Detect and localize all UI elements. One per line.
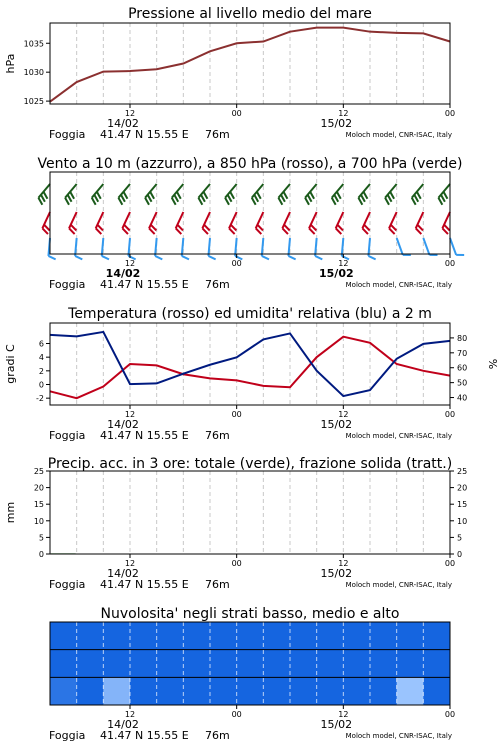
cloud-cell	[290, 677, 317, 705]
barb-staff	[423, 238, 429, 255]
station-elevation: 76m	[205, 128, 230, 141]
barb-staff	[172, 184, 184, 198]
wind-700-barb	[172, 184, 184, 205]
barb-feather	[48, 256, 55, 259]
wind-700-barb	[412, 184, 424, 205]
barb-feather	[145, 198, 149, 205]
wind-850-barb	[282, 212, 290, 234]
wind-700-barb	[385, 184, 397, 205]
wind-title: Vento a 10 m (azzurro), a 850 hPa (rosso), a 700 hPa (verde)	[37, 156, 463, 172]
wind-850-barb	[149, 212, 157, 234]
hour-label: 12	[124, 410, 136, 419]
cloud-cell	[263, 622, 290, 650]
barb-staff	[315, 238, 317, 256]
date-label: 15/02	[320, 117, 353, 130]
barb-feather	[310, 192, 314, 199]
cloud-cell	[317, 650, 344, 678]
cloud-cell	[50, 622, 77, 650]
hour-label: 00	[444, 410, 456, 419]
y-tick-label: 15	[33, 500, 44, 510]
barb-feather	[388, 195, 392, 202]
station-coords: 41.47 N 15.55 E	[100, 729, 189, 742]
wind-10m-barb	[262, 238, 269, 259]
station-name: Foggia	[49, 429, 86, 442]
cloud-cell	[77, 650, 104, 678]
barb-feather	[385, 198, 389, 205]
date-label: 15/02	[319, 267, 354, 280]
y-tick-label: 5	[38, 533, 44, 543]
wind-850-barb	[389, 212, 397, 234]
barb-feather	[315, 256, 322, 259]
cloud-cell	[343, 622, 370, 650]
barb-staff	[450, 238, 456, 255]
hour-label: 12	[124, 559, 136, 568]
barb-feather	[305, 198, 309, 205]
hour-label: 00	[444, 109, 456, 118]
barb-feather	[65, 198, 69, 205]
station-elevation: 76m	[205, 578, 230, 591]
date-label: 15/02	[320, 567, 353, 580]
y-axis-label: gradi C	[4, 344, 17, 384]
date-label: 14/02	[107, 117, 139, 130]
wind-850-barb	[69, 212, 77, 234]
barb-feather	[288, 256, 295, 259]
barb-feather	[284, 192, 288, 199]
cloud-cell	[237, 677, 264, 705]
y2-tick-label: 60	[457, 363, 468, 373]
barb-feather	[228, 195, 232, 202]
cloud-cell	[103, 650, 130, 678]
wind-700-barb	[358, 184, 370, 205]
hour-label: 00	[444, 710, 456, 719]
hour-label: 12	[124, 109, 136, 118]
barb-feather	[412, 198, 416, 205]
barb-staff	[225, 184, 237, 198]
station-name: Foggia	[49, 729, 86, 742]
barb-staff	[438, 184, 450, 198]
barb-staff	[385, 184, 397, 198]
hour-label: 12	[338, 410, 349, 419]
barb-feather	[281, 195, 285, 202]
barb-staff	[182, 238, 184, 256]
barb-feather	[254, 195, 258, 202]
date-label: 14/02	[107, 418, 139, 431]
barb-staff	[128, 238, 130, 256]
barb-staff	[92, 184, 104, 198]
barb-staff	[75, 238, 77, 256]
barb-feather	[44, 192, 48, 199]
cloud-cell	[317, 677, 344, 705]
barb-feather	[308, 195, 312, 202]
barb-feather	[150, 192, 154, 199]
wind-10m-barb	[397, 238, 411, 255]
model-credit: Moloch model, CNR-ISAC, Italy	[345, 432, 452, 440]
barb-staff	[305, 184, 317, 198]
y2-tick-label: 80	[457, 333, 468, 343]
hour-label: 00	[231, 710, 242, 719]
y-tick-label: 25	[33, 467, 44, 476]
y2-tick-label: 0	[457, 550, 463, 559]
cloud-cell	[423, 650, 450, 678]
station-elevation: 76m	[205, 278, 230, 291]
barb-feather	[174, 195, 178, 202]
cloud-cell	[370, 622, 397, 650]
date-label: 14/02	[107, 567, 139, 580]
wind-10m-barb	[368, 238, 375, 259]
y-tick-label: 1035	[23, 39, 44, 49]
y2-tick-label: 25	[457, 467, 468, 476]
barb-feather	[70, 192, 74, 199]
hour-label: 00	[231, 559, 242, 568]
barb-feather	[225, 198, 229, 205]
cloud-cell	[237, 622, 264, 650]
barb-feather	[361, 195, 365, 202]
barb-feather	[230, 192, 234, 199]
cloud-cell	[50, 677, 77, 705]
cloud-cell	[397, 677, 424, 705]
wind-700-barb	[305, 184, 317, 205]
y-tick-label: 0	[38, 550, 44, 559]
date-label: 14/02	[107, 718, 139, 731]
model-credit: Moloch model, CNR-ISAC, Italy	[345, 281, 452, 289]
wind-700-barb	[145, 184, 157, 205]
barb-staff	[397, 238, 403, 255]
barb-feather	[97, 192, 101, 199]
barb-staff	[412, 184, 424, 198]
cloud-cell	[290, 622, 317, 650]
barb-feather	[257, 192, 261, 199]
barb-staff	[358, 184, 370, 198]
hour-label: 00	[231, 109, 242, 118]
wind-850-barb	[416, 212, 424, 234]
cloud-cell	[50, 650, 77, 678]
cloud-cell	[397, 622, 424, 650]
cloud-cell	[263, 677, 290, 705]
barb-staff	[208, 238, 210, 256]
barb-feather	[337, 192, 341, 199]
temphum-title: Temperatura (rosso) ed umidita' relativa (blu) a 2 m	[68, 306, 432, 322]
barb-staff	[118, 184, 130, 198]
hour-label: 00	[444, 259, 456, 268]
cloud-cell	[237, 650, 264, 678]
barb-feather	[332, 198, 336, 205]
wind-700-barb	[65, 184, 77, 205]
hour-label: 12	[124, 259, 136, 268]
barb-feather	[444, 192, 448, 199]
cloud-cell	[423, 677, 450, 705]
cloud-cell	[397, 650, 424, 678]
station-coords: 41.47 N 15.55 E	[100, 278, 189, 291]
cloud-cell	[317, 622, 344, 650]
barb-feather	[438, 198, 442, 205]
cloud-cell	[183, 622, 210, 650]
barb-staff	[288, 238, 290, 256]
wind-10m-barb	[288, 238, 295, 259]
wind-850-barb	[122, 212, 130, 234]
wind-panel	[37, 156, 464, 291]
cloud-panel	[49, 606, 455, 742]
y-tick-label: 6	[38, 339, 44, 349]
barb-feather	[75, 256, 82, 259]
barb-feather	[38, 198, 42, 205]
barb-feather	[41, 195, 45, 202]
y2-tick-label: 50	[457, 378, 468, 388]
y-tick-label: 0	[38, 380, 44, 390]
wind-10m-barb	[450, 238, 464, 255]
station-elevation: 76m	[205, 729, 230, 742]
barb-staff	[235, 238, 237, 256]
wind-700-barb	[92, 184, 104, 205]
barb-feather	[118, 198, 122, 205]
hour-label: 00	[231, 259, 242, 268]
pressure-plot-frame	[50, 23, 450, 104]
barb-feather	[364, 192, 368, 199]
cloud-cell	[290, 650, 317, 678]
wind-700-barb	[332, 184, 344, 205]
y-tick-label: 4	[38, 353, 44, 363]
cloud-cell	[157, 677, 184, 705]
wind-850-barb	[256, 212, 264, 234]
wind-850-barb	[176, 212, 184, 234]
hour-label: 12	[338, 259, 349, 268]
wind-10m-barb	[102, 238, 109, 259]
barb-staff	[332, 184, 344, 198]
y-axis-label: hPa	[4, 53, 17, 74]
wind-700-barb	[118, 184, 130, 205]
y-tick-label: 1030	[23, 68, 44, 78]
cloud-cell	[130, 622, 157, 650]
cloud-cell	[157, 622, 184, 650]
wind-850-barb	[336, 212, 344, 234]
cloud-cell	[210, 650, 237, 678]
hour-label: 12	[338, 559, 349, 568]
precip-panel	[4, 456, 467, 591]
cloud-cell	[157, 650, 184, 678]
y2-axis-label: %	[486, 358, 499, 370]
wind-850-barb	[202, 212, 210, 234]
cloud-cell	[210, 622, 237, 650]
y2-tick-label: 20	[457, 483, 468, 493]
station-elevation: 76m	[205, 429, 230, 442]
pressure-title: Pressione al livello medio del mare	[128, 6, 372, 22]
station-name: Foggia	[49, 578, 86, 591]
wind-10m-barb	[208, 238, 215, 259]
wind-700-barb	[225, 184, 237, 205]
cloud-cell	[423, 622, 450, 650]
barb-feather	[102, 256, 109, 259]
y2-tick-label: 5	[457, 533, 463, 543]
wind-850-barb	[42, 212, 50, 234]
date-label: 15/02	[320, 418, 353, 431]
barb-staff	[368, 238, 370, 256]
barb-staff	[102, 238, 104, 256]
cloud-cell	[263, 650, 290, 678]
hour-label: 12	[124, 710, 136, 719]
barb-feather	[155, 256, 162, 259]
barb-staff	[252, 184, 264, 198]
y-tick-label: 10	[33, 516, 44, 526]
wind-700-barb	[252, 184, 264, 205]
barb-feather	[121, 195, 125, 202]
barb-feather	[172, 198, 176, 205]
barb-feather	[198, 198, 202, 205]
station-name: Foggia	[49, 128, 86, 141]
station-coords: 41.47 N 15.55 E	[100, 128, 189, 141]
model-credit: Moloch model, CNR-ISAC, Italy	[345, 131, 452, 139]
wind-700-barb	[198, 184, 210, 205]
wind-10m-barb	[155, 238, 162, 259]
cloud-cell	[103, 677, 130, 705]
cloud-cell	[103, 622, 130, 650]
model-credit: Moloch model, CNR-ISAC, Italy	[345, 732, 452, 740]
pressure-line	[50, 28, 450, 102]
station-coords: 41.47 N 15.55 E	[100, 429, 189, 442]
wind-10m-barb	[75, 238, 82, 259]
cloud-cell	[77, 622, 104, 650]
barb-feather	[368, 256, 375, 259]
barb-staff	[145, 184, 157, 198]
cloud-cell	[130, 650, 157, 678]
y2-tick-label: 40	[457, 393, 468, 403]
temphum-panel	[4, 306, 499, 442]
barb-feather	[252, 198, 256, 205]
barb-feather	[92, 198, 96, 205]
barb-feather	[148, 195, 152, 202]
hour-label: 00	[444, 559, 456, 568]
cloud-cell	[130, 677, 157, 705]
barb-feather	[417, 192, 421, 199]
humidity-line	[50, 332, 450, 396]
precip-plot-frame	[50, 471, 450, 554]
barb-feather	[201, 195, 205, 202]
wind-850-barb	[442, 212, 450, 234]
station-coords: 41.47 N 15.55 E	[100, 578, 189, 591]
barb-feather	[204, 192, 208, 199]
cloud-cell	[343, 677, 370, 705]
barb-staff	[262, 238, 264, 256]
cloud-cell	[210, 677, 237, 705]
cloud-title: Nuvolosita' negli strati basso, medio e alto	[100, 606, 400, 622]
cloud-cell	[183, 650, 210, 678]
y-tick-label: -2	[36, 394, 44, 404]
barb-feather	[94, 195, 98, 202]
y2-tick-label: 70	[457, 348, 468, 358]
wind-10m-barb	[423, 238, 437, 255]
y-tick-label: 1025	[23, 97, 44, 107]
date-label: 15/02	[320, 718, 353, 731]
wind-barbs	[38, 184, 464, 259]
wind-700-barb	[278, 184, 290, 205]
y2-tick-label: 15	[457, 500, 468, 510]
cloud-cell	[343, 650, 370, 678]
wind-850-barb	[229, 212, 237, 234]
cloud-cell	[370, 650, 397, 678]
hour-label: 12	[338, 109, 349, 118]
wind-850-barb	[362, 212, 370, 234]
barb-feather	[124, 192, 128, 199]
station-name: Foggia	[49, 278, 86, 291]
hour-label: 00	[231, 410, 242, 419]
wind-10m-barb	[315, 238, 322, 259]
wind-10m-barb	[182, 238, 189, 259]
barb-feather	[278, 198, 282, 205]
cloud-cell	[370, 677, 397, 705]
barb-feather	[208, 256, 215, 259]
barb-feather	[334, 195, 338, 202]
barb-staff	[342, 238, 344, 256]
date-label: 14/02	[105, 267, 141, 280]
y-axis-label: mm	[4, 501, 17, 524]
barb-feather	[177, 192, 181, 199]
barb-feather	[414, 195, 418, 202]
barb-staff	[155, 238, 157, 256]
y2-tick-label: 10	[457, 516, 468, 526]
cloud-cell	[183, 677, 210, 705]
cloud-cell	[77, 677, 104, 705]
barb-staff	[38, 184, 50, 198]
hour-label: 12	[338, 710, 349, 719]
pressure-panel	[4, 6, 455, 141]
barb-staff	[198, 184, 210, 198]
wind-850-barb	[309, 212, 317, 234]
barb-feather	[182, 256, 189, 259]
model-credit: Moloch model, CNR-ISAC, Italy	[345, 581, 452, 589]
precip-title: Precip. acc. in 3 ore: totale (verde), frazione solida (tratt.)	[47, 456, 453, 472]
barb-feather	[262, 256, 269, 259]
temphum-plot-frame	[50, 323, 450, 405]
barb-staff	[65, 184, 77, 198]
y-tick-label: 20	[33, 483, 44, 493]
wind-700-barb	[438, 184, 450, 205]
barb-feather	[68, 195, 72, 202]
barb-feather	[358, 198, 362, 205]
barb-staff	[278, 184, 290, 198]
wind-850-barb	[96, 212, 104, 234]
y-tick-label: 2	[38, 366, 44, 376]
wind-700-barb	[38, 184, 50, 205]
barb-feather	[441, 195, 445, 202]
wind-plot-frame	[50, 172, 450, 254]
barb-feather	[390, 192, 394, 199]
